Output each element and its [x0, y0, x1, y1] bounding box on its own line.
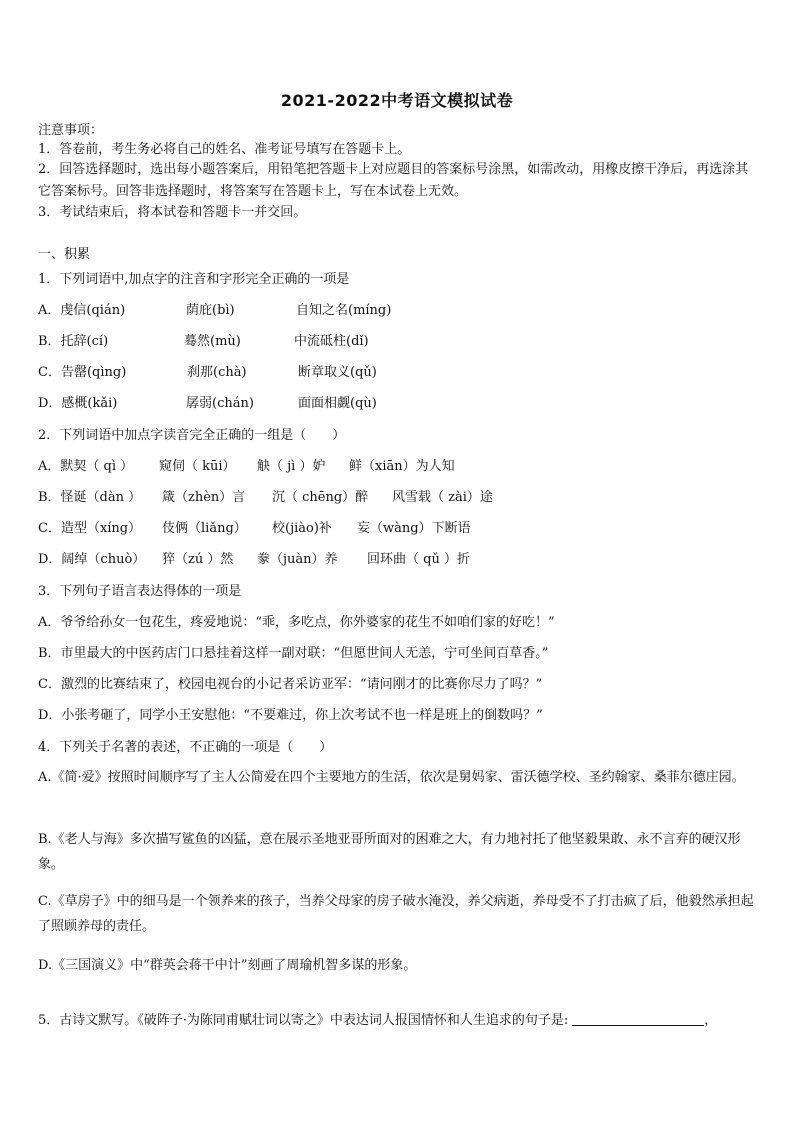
q2-option-d-2: 猝（zú ）然 — [162, 552, 234, 567]
q5-tail: ， — [704, 1013, 718, 1028]
q2-option-c-4: 妄（wàng）下断语 — [357, 521, 471, 536]
q2-option-d-4: 回环曲（ qǔ ）折 — [367, 552, 470, 567]
notice-item-2: 2．回答选择题时，选出每小题答案后，用铅笔把答题卡上对应题目的答案标号涂黑，如需改动，用橡皮擦干净后，再选涂其它答案标号。回答非选择题时，将答案写在答题卡上，写在本试卷上无效。 — [38, 162, 749, 199]
question-4-stem: 4．下列关于名著的表述，不正确的一项是（ ） — [38, 740, 333, 755]
q2-option-c-1: C．造型（xíng） — [38, 521, 142, 536]
q2-option-a-1: A．默契（ qì ） — [38, 459, 134, 474]
answer-blank[interactable] — [572, 1011, 704, 1026]
page-title: 2021-2022中考语文模拟试卷 — [280, 91, 514, 110]
q2-option-b-4: 风雪载（ zài）途 — [392, 490, 493, 505]
question-2-stem: 2．下列词语中加点字读音完全正确的一组是（ ） — [38, 428, 346, 443]
q1-option-c-1: C．告罄(qìng) — [38, 365, 127, 380]
q4-option-c: C.《草房子》中的细马是一个领养来的孩子，当养父母家的房子破水淹没，养父病逝，养母受不了打击疯了后，他毅然承担起了照顾养母的责任。 — [38, 894, 754, 934]
q1-option-d-3: 面面相觑(qù) — [298, 396, 377, 411]
q5-stem-text: 5．古诗文默写。《破阵子·为陈同甫赋壮词以寄之》中表达词人报国情怀和人生追求的句子是: — [38, 1013, 569, 1028]
q1-option-b-2: 蓦然(mù) — [184, 334, 241, 349]
q2-option-a-3: 觖（ jì ）妒 — [257, 459, 326, 474]
q4-option-b: B.《老人与海》多次描写鲨鱼的凶猛，意在展示圣地亚哥所面对的困难之大，有力地衬托了他坚毅果敢、永不言弃的硬汉形象。 — [38, 832, 741, 872]
q4-option-a: A.《简·爱》按照时间顺序写了主人公简爱在四个主要地方的生活，依次是舅妈家、雷沃德学校、圣约翰家、桑菲尔德庄园。 — [38, 770, 745, 785]
notice-item-3: 3．考试结束后，将本试卷和答题卡一并交回。 — [38, 205, 307, 220]
q1-option-b-1: B．托辞(cí) — [38, 334, 109, 349]
q1-option-b-3: 中流砥柱(dǐ) — [294, 334, 369, 349]
q3-option-a: A．爷爷给孙女一包花生，疼爱地说：“乖，多吃点，你外婆家的花生不如咱们家的好吃！” — [38, 615, 555, 630]
q2-option-a-2: 窥伺（ kūi） — [159, 459, 236, 474]
question-3-stem: 3．下列句子语言表达得体的一项是 — [38, 584, 242, 599]
q2-option-c-3: 校(jiào)补 — [272, 521, 332, 536]
q3-option-c: C．激烈的比赛结束了，校园电视台的小记者采访亚军：“请问刚才的比赛你尽力了吗？” — [38, 677, 543, 692]
q1-option-d-1: D．感概(kǎi) — [38, 396, 118, 411]
notice-item-1: 1．答卷前，考生务必将自己的姓名、准考证号填写在答题卡上。 — [38, 142, 411, 157]
q2-option-c-2: 伎俩（liǎng） — [162, 521, 247, 536]
q1-option-c-2: 刹那(chà) — [187, 365, 247, 380]
q1-option-a-3: 自知之名(míng) — [296, 303, 392, 318]
q1-option-a-2: 荫庇(bì) — [186, 303, 235, 318]
section-heading: 一、积累 — [38, 247, 91, 262]
q3-option-d: D．小张考砸了，同学小王安慰他：“不要难过，你上次考试不也一样是班上的倒数吗？” — [38, 708, 543, 723]
q2-option-a-4: 鲜（xiān）为人知 — [349, 459, 455, 474]
q2-option-d-1: D．阔绰（chuò） — [38, 552, 146, 567]
question-5-stem — [38, 1011, 717, 1030]
q2-option-b-1: B．怪诞（dàn ） — [38, 490, 142, 505]
q1-option-a-1: A．虔信(qián) — [38, 303, 126, 318]
q2-option-b-2: 箴（zhèn）言 — [162, 490, 246, 505]
q2-option-b-3: 沉（ chēng）醉 — [272, 490, 369, 505]
q1-option-d-2: 孱弱(chán) — [186, 396, 254, 411]
q4-option-d: D.《三国演义》中“群英会蒋干中计”刻画了周瑜机智多谋的形象。 — [38, 958, 417, 973]
q1-option-c-3: 断章取义(qǔ) — [298, 365, 377, 380]
question-1-stem: 1．下列词语中,加点字的注音和字形完全正确的一项是 — [38, 272, 350, 287]
notice-heading: 注意事项： — [38, 123, 104, 138]
q3-option-b: B．市里最大的中医药店门口悬挂着这样一副对联：“但愿世间人无恙，宁可坐间百草香。” — [38, 646, 549, 661]
q2-option-d-3: 豢（juàn）养 — [257, 552, 338, 567]
